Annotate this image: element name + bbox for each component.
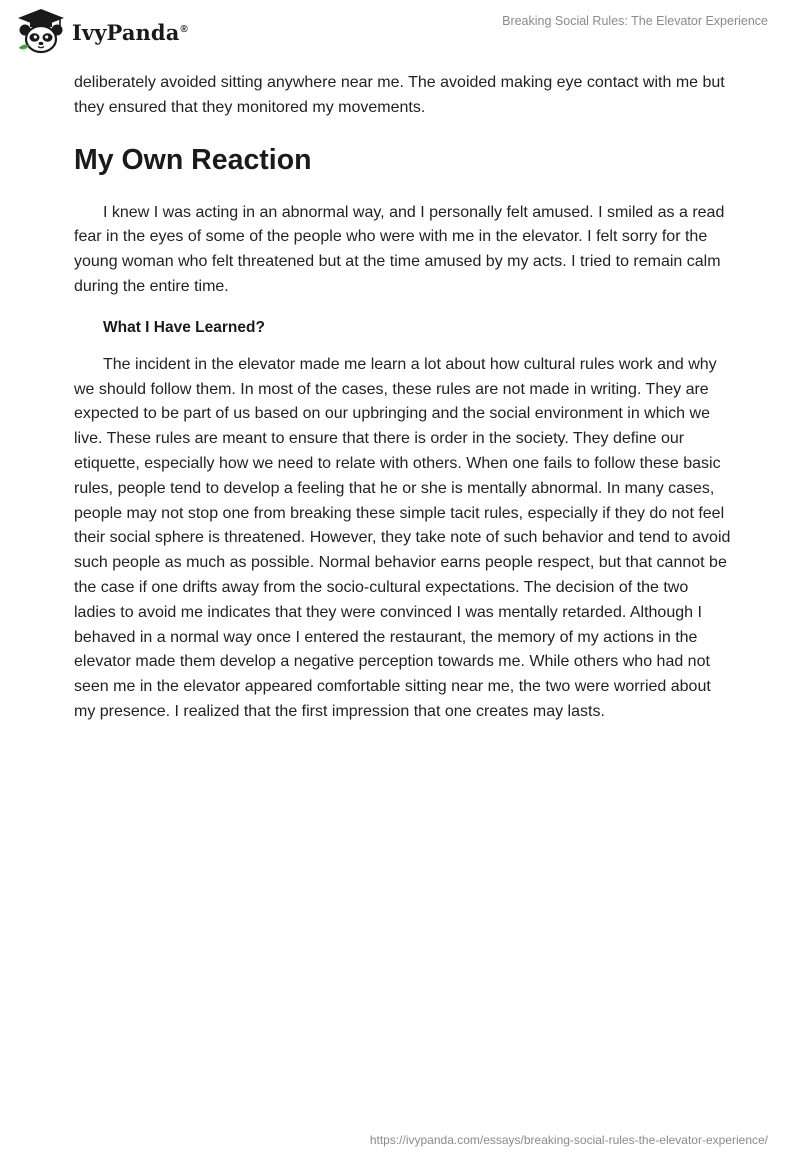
subheading: What I Have Learned?	[103, 318, 265, 336]
learned-paragraph: The incident in the elevator made me learn a lot about how cultural rules work and why we should follow them. In most of the cases, these rules are not made in writing. They are expected to be part of us based on our upbringing and the social environment in which we live. These rules are meant to ensure that there is order in the society. They define our etiquette, especially how we need to relate with others. When one fails to follow these basic rules, people tend to develop a feeling that he or she is mentally abnormal. In many cases, people may not stop one from breaking these simple tacit rules, especially if they do not feel their social sphere is threatened. However, they take note of such behavior and tend to avoid such people as much as possible. Normal behavior earns people respect, but that cannot be the case if one drifts away from the socio-cultural expectations. The decision of the two ladies to avoid me indicates that they were convinced I was mentally retarded. Although I behaved in a normal way once I entered the restaurant, the memory of my actions in the elevator made them develop a negative perception towards me. While others who had not seen me in the elevator appeared comfortable sitting near me, the two were worried about my presence. I realized that the first impression that one creates may lasts.	[74, 355, 731, 720]
registered-mark: ®	[180, 23, 188, 35]
intro-paragraph: deliberately avoided sitting anywhere near me. The avoided making eye contact with me but they ensured that they monitored my movements.	[74, 74, 725, 116]
page-header	[0, 0, 800, 60]
source-url[interactable]: https://ivypanda.com/essays/breaking-social-rules-the-elevator-experience/	[369, 1133, 768, 1147]
brand-name: IvyPanda®	[72, 19, 188, 45]
ivypanda-logo[interactable]	[16, 8, 188, 54]
document-title: Breaking Social Rules: The Elevator Experience	[502, 14, 768, 28]
essay-body	[74, 71, 734, 725]
reaction-paragraph: I knew I was acting in an abnormal way, and I personally felt amused. I smiled as a read fear in the eyes of some of the people who were with me in the elevator. I felt sorry for the young woman who felt threatened but at the time amused by my acts. I tried to remain calm during the entire time.	[74, 203, 725, 295]
section-heading: My Own Reaction	[74, 143, 312, 176]
panda-graduate-icon	[16, 8, 66, 54]
